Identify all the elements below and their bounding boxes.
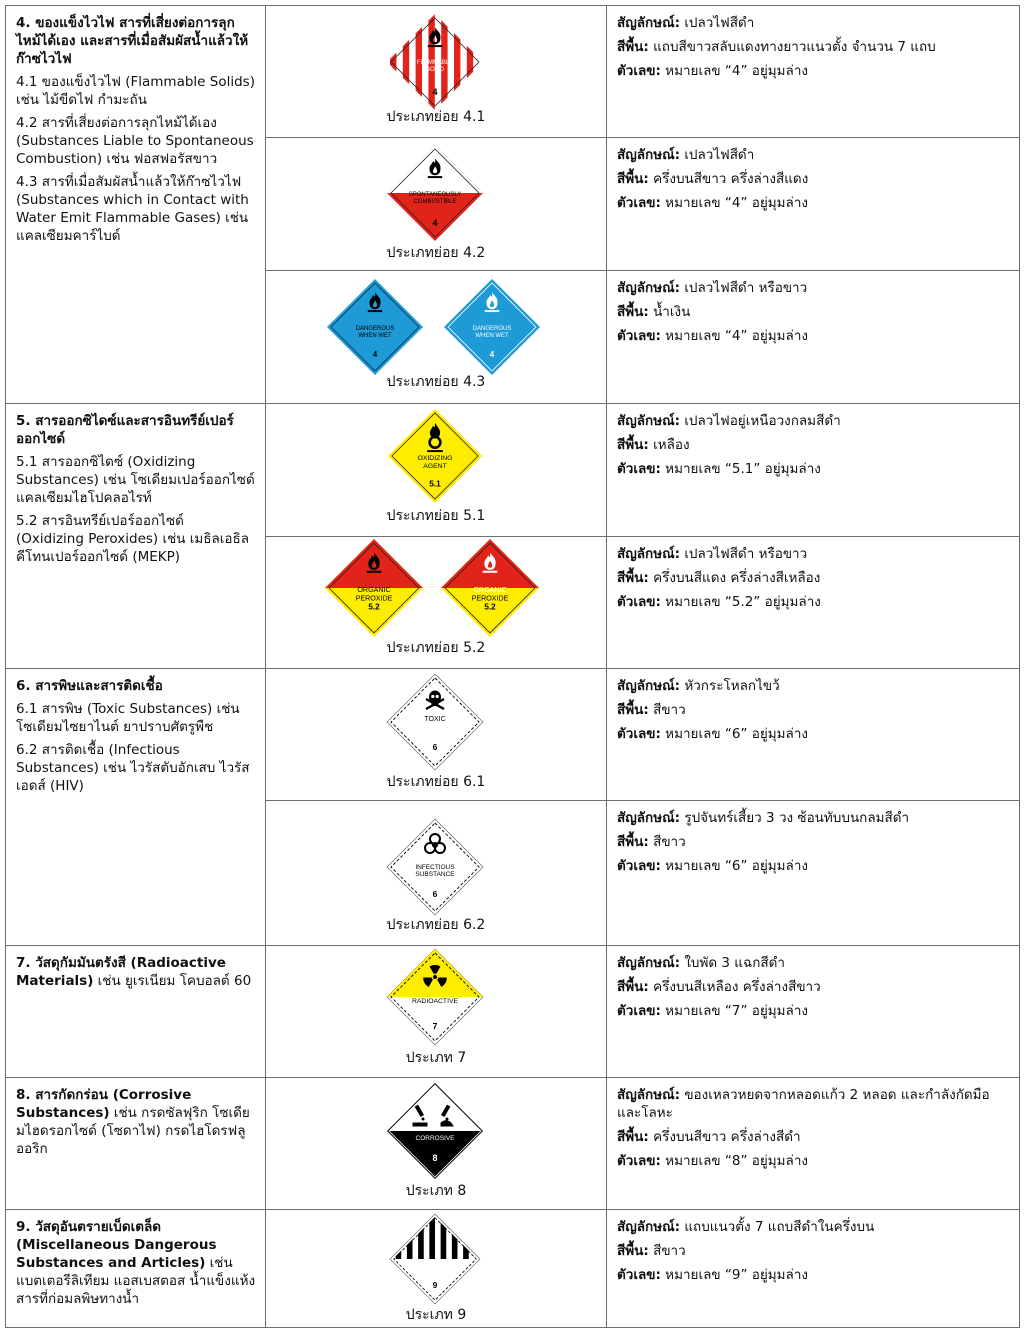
caption-4-1: ประเภทย่อย 4.1: [386, 109, 486, 125]
symbol-desc: เปลวไฟสีดำ: [684, 147, 755, 163]
label-number: 6: [432, 742, 438, 752]
label-text: SOLID: [425, 67, 445, 73]
label-text: DANGEROUS: [355, 326, 395, 332]
miscellaneous-label: [390, 1214, 480, 1304]
bg-desc: ครึ่งบนสีแดง ครึ่งล่างสีเหลือง: [653, 570, 821, 586]
num-desc: หมายเลข “4” อยู่มุมล่าง: [665, 195, 808, 211]
class-4-cell: [6, 6, 266, 404]
num-desc: หมายเลข “4” อยู่มุมล่าง: [665, 63, 808, 79]
label-cell-4-3: [266, 271, 607, 404]
toxic-label: [387, 674, 483, 770]
class-6-2-text: 6.2 สารติดเชื้อ (Infectious Substances) เช่น ไวรัสตับอักเสบ ไวรัสเอดส์ (HIV): [16, 742, 250, 794]
label-text: WHEN WET: [358, 333, 392, 339]
label-number: 5.1: [429, 478, 441, 489]
bg-desc: เหลือง: [653, 437, 690, 453]
class-7-examples: เช่น ยูเรเนียม โคบอลต์ 60: [93, 973, 252, 989]
num-desc: หมายเลข “6” อยู่มุมล่าง: [665, 726, 808, 742]
class-9-cell: [6, 1210, 266, 1328]
hazard-table: [5, 5, 1020, 1328]
label-number: 7: [432, 1021, 438, 1031]
label-text: ORGANIC: [357, 586, 391, 595]
bg-desc: ครึ่งบนสีขาว ครึ่งล่างสีแดง: [653, 171, 809, 187]
num-desc: หมายเลข “7” อยู่มุมล่าง: [665, 1003, 808, 1019]
symbol-desc: เปลวไฟสีดำ: [684, 15, 755, 31]
bg-desc: แถบสีขาวสลับแดงทางยาวแนวตั้ง จำนวน 7 แถบ: [653, 39, 936, 55]
label-cell-5-1: [266, 404, 607, 537]
label-number: 9: [432, 1280, 438, 1291]
bg-desc: ครึ่งบนสีขาว ครึ่งล่างสีดำ: [653, 1129, 801, 1145]
caption-4-2: ประเภทย่อย 4.2: [386, 245, 486, 261]
desc-cell-6-2: สัญลักษณ์: รูปจันทร์เสี้ยว 3 วง ซ้อนทับบนกลมสีดำ สีพื้น: สีขาว ตัวเลข: หมายเลข “6” อยู่มุมล่าง: [607, 801, 1020, 946]
class-6-1-text: 6.1 สารพิษ (Toxic Substances) เช่น โซเดียมไซยาไนต์ ยาปราบศัตรูพืช: [16, 701, 240, 735]
caption-5-2: ประเภทย่อย 5.2: [386, 640, 486, 656]
label-text: INFECTIOUS: [415, 864, 455, 871]
caption-6-2: ประเภทย่อย 6.2: [386, 917, 486, 933]
class-4-1-text: 4.1 ของแข็งไวไฟ (Flammable Solids) เช่น ไม้ขีดไฟ กำมะถัน: [16, 74, 255, 108]
label-text: OXIDIZING: [417, 454, 453, 462]
label-text: ORGANIC: [473, 586, 507, 595]
label-text: COMBUSTIBLE: [413, 199, 457, 205]
corrosive-label: [387, 1083, 483, 1179]
class-9-heading: 9. วัสดุอันตรายเบ็ดเตล็ด (Miscellaneous Dangerous Substances and Articles): [16, 1219, 217, 1271]
desc-cell-4-3: สัญลักษณ์: เปลวไฟสีดำ หรือขาว สีพื้น: น้ำเงิน ตัวเลข: หมายเลข “4” อยู่มุมล่าง: [607, 271, 1020, 404]
spontaneously-combustible-label: [387, 145, 483, 241]
label-cell-6-2: [266, 801, 607, 946]
symbol-desc: แถบแนวตั้ง 7 แถบสีดำในครึ่งบน: [684, 1219, 875, 1235]
class-8-examples: เช่น กรดซัลฟุริก โซเดียมไฮดรอกไซด์ (โซดาไฟ) กรดไฮโดรฟลูออริก: [16, 1105, 250, 1157]
class-6-cell: [6, 669, 266, 946]
caption-8: ประเภท 8: [405, 1183, 467, 1199]
organic-peroxide-label-white: [441, 539, 539, 637]
label-text: FLAMMABLE: [416, 60, 454, 66]
label-number: 5.2: [368, 602, 380, 612]
desc-cell-4-1: สัญลักษณ์: เปลวไฟสีดำ สีพื้น: แถบสีขาวสลับแดงทางยาวแนวตั้ง จำนวน 7 แถบ ตัวเลข: หมายเลข “4” อยู่มุมล่าง: [607, 6, 1020, 138]
symbol-desc: ของเหลวหยดจากหลอดแก้ว 2 หลอด และกำลังกัดมือและโลหะ: [617, 1087, 990, 1121]
infectious-substance-label: [387, 819, 483, 915]
class-5-heading: 5. สารออกซิไดซ์และสารอินทรีย์เปอร์ออกไซด์: [16, 413, 234, 447]
caption-5-1: ประเภทย่อย 5.1: [386, 508, 486, 524]
label-number: 6: [432, 889, 438, 899]
class-4-heading: 4. ของแข็งไวไฟ สารที่เสี่ยงต่อการลุกไหม้ได้เอง และสารที่เมื่อสัมผัสน้ำแล้วให้ก๊าซไวไฟ: [16, 15, 249, 67]
label-cell-9: [266, 1210, 607, 1328]
label-text: TOXIC: [424, 716, 446, 723]
label-text: SPONTANEOUSLY: [408, 192, 462, 198]
desc-cell-4-2: สัญลักษณ์: เปลวไฟสีดำ สีพื้น: ครึ่งบนสีขาว ครึ่งล่างสีแดง ตัวเลข: หมายเลข “4” อยู่มุมล่าง: [607, 138, 1020, 271]
caption-6-1: ประเภทย่อย 6.1: [386, 774, 486, 790]
desc-cell-5-2: สัญลักษณ์: เปลวไฟสีดำ หรือขาว สีพื้น: ครึ่งบนสีแดง ครึ่งล่างสีเหลือง ตัวเลข: หมายเลข “5.2” อยู่มุมล่าง: [607, 537, 1020, 669]
caption-9: ประเภท 9: [405, 1307, 467, 1323]
num-desc: หมายเลข “5.1” อยู่มุมล่าง: [665, 461, 821, 477]
class-4-3-text: 4.3 สารที่เมื่อสัมผัสน้ำแล้วให้ก๊าซไวไฟ (Substances which in Contact with Water Emit Flammable Gases) เช่น แคลเซียมคาร์ไบด์: [16, 174, 249, 244]
label-number: 5.2: [484, 602, 496, 612]
label-number: 4: [372, 350, 378, 359]
label-number: 4: [432, 218, 438, 228]
desc-cell-6-1: สัญลักษณ์: หัวกระโหลกไขว้ สีพื้น: สีขาว ตัวเลข: หมายเลข “6” อยู่มุมล่าง: [607, 669, 1020, 801]
symbol-desc: รูปจันทร์เสี้ยว 3 วง ซ้อนทับบนกลมสีดำ: [684, 810, 910, 826]
label-cell-6-1: [266, 669, 607, 801]
label-cell-7: [266, 946, 607, 1078]
label-number: 8: [432, 1153, 438, 1163]
label-text: AGENT: [423, 462, 447, 470]
label-cell-8: [266, 1078, 607, 1210]
num-desc: หมายเลข “8” อยู่มุมล่าง: [665, 1153, 808, 1169]
label-cell-5-2: [266, 537, 607, 669]
label-text: PEROXIDE: [471, 594, 509, 603]
label-number: 4: [489, 350, 495, 359]
bg-desc: สีขาว: [653, 1243, 686, 1259]
symbol-desc: เปลวไฟสีดำ หรือขาว: [684, 546, 808, 562]
class-8-cell: [6, 1078, 266, 1210]
label-text: CORROSIVE: [415, 1135, 455, 1142]
desc-cell-8: สัญลักษณ์: ของเหลวหยดจากหลอดแก้ว 2 หลอด และกำลังกัดมือและโลหะ สีพื้น: ครึ่งบนสีขาว ครึ่งล่างสีดำ ตัวเลข: หมายเลข “8” อยู่มุมล่าง: [607, 1078, 1020, 1210]
organic-peroxide-label-black: [325, 539, 423, 637]
class-5-cell: [6, 404, 266, 669]
caption-7: ประเภท 7: [405, 1050, 467, 1066]
label-text: DANGEROUS: [472, 326, 512, 332]
symbol-desc: เปลวไฟสีดำ หรือขาว: [684, 280, 808, 296]
num-desc: หมายเลข “9” อยู่มุมล่าง: [665, 1267, 808, 1283]
class-5-2-text: 5.2 สารอินทรีย์เปอร์ออกไซด์ (Oxidizing Peroxides) เช่น เมธิลเอธิลคีโทนเปอร์ออกไซด์ (MEKP): [16, 513, 250, 565]
label-number: 4: [432, 87, 438, 97]
bg-desc: สีขาว: [653, 702, 686, 718]
num-desc: หมายเลข “4” อยู่มุมล่าง: [665, 328, 808, 344]
num-desc: หมายเลข “5.2” อยู่มุมล่าง: [665, 594, 821, 610]
caption-4-3: ประเภทย่อย 4.3: [386, 374, 486, 390]
dangerous-when-wet-label-black: [327, 279, 423, 375]
label-cell-4-2: [266, 138, 607, 271]
bg-desc: สีขาว: [653, 834, 686, 850]
symbol-desc: ใบพัด 3 แฉกสีดำ: [684, 955, 785, 971]
class-6-heading: 6. สารพิษและสารติดเชื้อ: [16, 678, 163, 694]
desc-cell-7: สัญลักษณ์: ใบพัด 3 แฉกสีดำ สีพื้น: ครึ่งบนสีเหลือง ครึ่งล่างสีขาว ตัวเลข: หมายเลข “7” อยู่มุมล่าง: [607, 946, 1020, 1078]
class-7-cell: [6, 946, 266, 1078]
label-text: SUBSTANCE: [415, 871, 455, 878]
symbol-desc: หัวกระโหลกไขว้: [684, 678, 780, 694]
label-text: WHEN WET: [475, 333, 509, 339]
oxidizing-agent-label: [388, 409, 482, 503]
desc-cell-5-1: สัญลักษณ์: เปลวไฟอยู่เหนือวงกลมสีดำ สีพื้น: เหลือง ตัวเลข: หมายเลข “5.1” อยู่มุมล่าง: [607, 404, 1020, 537]
label-text: RADIOACTIVE: [411, 998, 459, 1005]
num-desc: หมายเลข “6” อยู่มุมล่าง: [665, 858, 808, 874]
class-7-heading: 7. วัสดุกัมมันตรังสี (Radioactive Materials): [16, 955, 226, 989]
bg-desc: ครึ่งบนสีเหลือง ครึ่งล่างสีขาว: [653, 979, 821, 995]
class-8-heading: 8. สารกัดกร่อน (Corrosive Substances): [16, 1087, 192, 1121]
label-cell-4-1: [266, 6, 607, 138]
class-5-1-text: 5.1 สารออกซิไดซ์ (Oxidizing Substances) เช่น โซเดียมเปอร์ออกไซด์ แคลเซียมไฮโปคลอไรท์: [16, 454, 255, 506]
class-9-examples: เช่น แบตเตอรีลิเทียม แอสเบสตอส น้ำแข็งแห้ง สารที่ก่อมลพิษทางน้ำ: [16, 1255, 256, 1307]
symbol-desc: เปลวไฟอยู่เหนือวงกลมสีดำ: [684, 413, 841, 429]
class-4-2-text: 4.2 สารที่เสี่ยงต่อการลุกไหม้ได้เอง (Substances Liable to Spontaneous Combustion) เช่น ฟอสฟอรัสขาว: [16, 115, 254, 167]
flammable-solid-label: [387, 14, 483, 110]
label-text: PEROXIDE: [355, 594, 393, 603]
bg-desc: น้ำเงิน: [653, 304, 691, 320]
dangerous-when-wet-label-white: [444, 279, 540, 375]
desc-cell-9: สัญลักษณ์: แถบแนวตั้ง 7 แถบสีดำในครึ่งบน สีพื้น: สีขาว ตัวเลข: หมายเลข “9” อยู่มุมล่าง: [607, 1210, 1020, 1328]
radioactive-label: [387, 949, 483, 1045]
